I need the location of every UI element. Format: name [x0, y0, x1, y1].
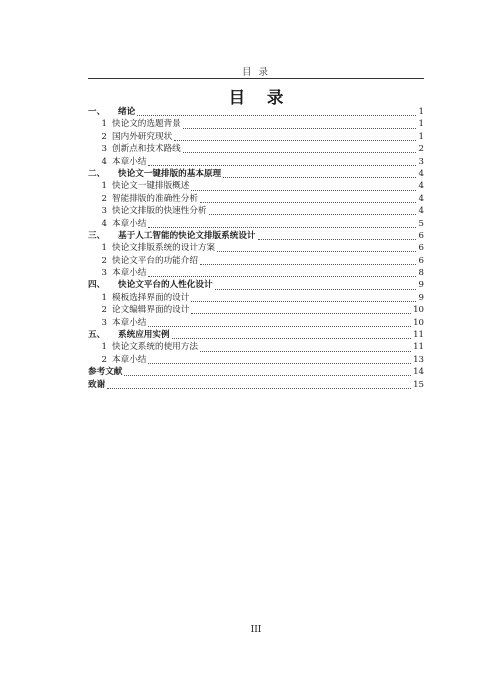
- toc-section-entry[interactable]: [88, 242, 424, 254]
- dot-leader: [191, 300, 416, 302]
- toc-entry-number: 1: [101, 181, 107, 192]
- toc-entry-number: 4: [101, 218, 107, 229]
- toc-section-entry[interactable]: [88, 354, 424, 366]
- table-of-contents: [88, 106, 424, 391]
- dot-leader: [223, 176, 416, 178]
- toc-entry-number: 三、: [88, 230, 106, 241]
- toc-chapter-entry[interactable]: [88, 329, 424, 341]
- toc-title: 目 录: [228, 88, 292, 107]
- toc-entry-number: 1: [101, 243, 107, 254]
- toc-section-entry[interactable]: [88, 193, 424, 205]
- toc-entry-title: 快论文排版的快速性分析: [112, 206, 207, 217]
- toc-chapter-entry[interactable]: [88, 230, 424, 242]
- toc-entry-page: 14: [413, 367, 424, 378]
- toc-entry-number: 1: [101, 292, 107, 303]
- toc-entry-page: 6: [418, 255, 424, 266]
- toc-entry-number: 2: [101, 193, 107, 204]
- dot-leader: [107, 387, 411, 389]
- toc-entry-title: 快论文的选题背景: [112, 119, 181, 130]
- toc-entry-title: 基于人工智能的快论文排版系统设计: [118, 230, 256, 241]
- toc-section-entry[interactable]: [88, 143, 424, 155]
- page-number: III: [250, 625, 262, 635]
- toc-entry-title: 绪论: [118, 107, 136, 117]
- toc-entry-page: 3: [418, 156, 424, 167]
- toc-section-entry[interactable]: [88, 341, 424, 353]
- dot-leader: [217, 250, 416, 252]
- header-rule: [88, 78, 424, 79]
- toc-entry-page: 10: [413, 305, 424, 316]
- running-header: 目 录: [241, 67, 271, 78]
- dot-leader: [124, 374, 411, 376]
- toc-section-entry[interactable]: [88, 218, 424, 230]
- toc-entry-title: 快论文排版系统的设计方案: [112, 243, 216, 254]
- toc-section-entry[interactable]: [88, 292, 424, 304]
- toc-entry-number: 2: [101, 305, 107, 316]
- dot-leader: [148, 164, 416, 166]
- toc-entry-title: 快论文一键排版的基本原理: [118, 168, 222, 179]
- dot-leader: [209, 213, 416, 215]
- toc-entry-title: 本章小结: [112, 218, 147, 229]
- toc-entry-number: 3: [101, 206, 107, 217]
- toc-entry-title: 本章小结: [112, 268, 147, 279]
- toc-entry-page: 13: [413, 354, 424, 365]
- toc-entry-number: 五、: [88, 330, 106, 341]
- toc-entry-number: 2: [101, 255, 107, 266]
- dot-leader: [183, 127, 416, 129]
- toc-section-entry[interactable]: [88, 118, 424, 130]
- toc-chapter-entry[interactable]: [88, 379, 424, 391]
- toc-entry-page: 6: [418, 243, 424, 254]
- dot-leader: [174, 139, 416, 141]
- toc-entry-title: 快论文平台的功能介绍: [112, 255, 198, 266]
- toc-entry-title: 快论文系统的使用方法: [112, 342, 198, 353]
- toc-section-entry[interactable]: [88, 131, 424, 143]
- toc-entry-title: 模板选择界面的设计: [112, 292, 190, 303]
- dot-leader: [172, 337, 411, 339]
- toc-chapter-entry[interactable]: [88, 366, 424, 378]
- dot-leader: [200, 201, 416, 203]
- toc-entry-title: 参考文献: [88, 367, 123, 378]
- dot-leader: [258, 238, 416, 240]
- toc-entry-title: 本章小结: [112, 317, 147, 328]
- toc-entry-title: 快论文一键排版概述: [112, 181, 190, 192]
- dot-leader: [191, 312, 411, 314]
- toc-entry-page: 4: [418, 168, 424, 179]
- toc-entry-page: 10: [413, 317, 424, 328]
- toc-entry-page: 8: [418, 268, 424, 279]
- dot-leader: [183, 151, 416, 153]
- toc-entry-page: 5: [418, 218, 424, 229]
- toc-entry-number: 2: [101, 131, 107, 142]
- toc-section-entry[interactable]: [88, 156, 424, 168]
- dot-leader: [200, 350, 411, 352]
- toc-section-entry[interactable]: [88, 317, 424, 329]
- toc-entry-page: 4: [418, 181, 424, 192]
- toc-entry-number: 2: [101, 354, 107, 365]
- toc-section-entry[interactable]: [88, 304, 424, 316]
- toc-entry-number: 二、: [88, 168, 106, 179]
- dot-leader: [200, 263, 416, 265]
- toc-chapter-entry[interactable]: [88, 106, 424, 118]
- dot-leader: [191, 189, 416, 191]
- toc-section-entry[interactable]: [88, 205, 424, 217]
- toc-entry-title: 本章小结: [112, 156, 147, 167]
- toc-section-entry[interactable]: [88, 267, 424, 279]
- toc-entry-title: 致谢: [88, 379, 106, 390]
- toc-entry-number: 3: [101, 268, 107, 279]
- dot-leader: [137, 114, 416, 116]
- toc-section-entry[interactable]: [88, 180, 424, 192]
- toc-entry-page: 9: [418, 280, 424, 291]
- dot-leader: [148, 362, 411, 364]
- toc-entry-page: 2: [418, 144, 424, 155]
- toc-entry-number: 4: [101, 156, 107, 167]
- dot-leader: [148, 226, 416, 228]
- toc-entry-page: 11: [413, 342, 424, 353]
- dot-leader: [148, 275, 416, 277]
- toc-entry-number: 四、: [88, 280, 106, 291]
- toc-entry-number: 1: [101, 119, 107, 130]
- toc-chapter-entry[interactable]: [88, 168, 424, 180]
- toc-entry-title: 论文编辑界面的设计: [112, 305, 190, 316]
- toc-entry-number: 1: [101, 342, 107, 353]
- toc-entry-page: 4: [418, 206, 424, 217]
- toc-section-entry[interactable]: [88, 255, 424, 267]
- toc-entry-page: 11: [413, 330, 424, 341]
- toc-entry-page: 4: [418, 193, 424, 204]
- dot-leader: [148, 325, 411, 327]
- toc-entry-title: 国内外研究现状: [112, 131, 173, 142]
- dot-leader: [215, 288, 416, 290]
- toc-entry-page: 1: [418, 107, 424, 117]
- toc-entry-page: 6: [418, 230, 424, 241]
- toc-entry-number: 3: [101, 317, 107, 328]
- toc-entry-title: 创新点和技术路线: [112, 144, 181, 155]
- toc-entry-title: 系统应用实例: [118, 330, 170, 341]
- toc-entry-page: 15: [413, 379, 424, 390]
- toc-entry-number: 一、: [88, 107, 106, 117]
- toc-entry-page: 1: [418, 131, 424, 142]
- toc-entry-number: 3: [101, 144, 107, 155]
- toc-entry-page: 9: [418, 292, 424, 303]
- toc-entry-title: 本章小结: [112, 354, 147, 365]
- toc-entry-title: 智能排版的准确性分析: [112, 193, 198, 204]
- toc-chapter-entry[interactable]: [88, 279, 424, 291]
- toc-entry-page: 1: [418, 119, 424, 130]
- toc-entry-title: 快论文平台的人性化设计: [118, 280, 213, 291]
